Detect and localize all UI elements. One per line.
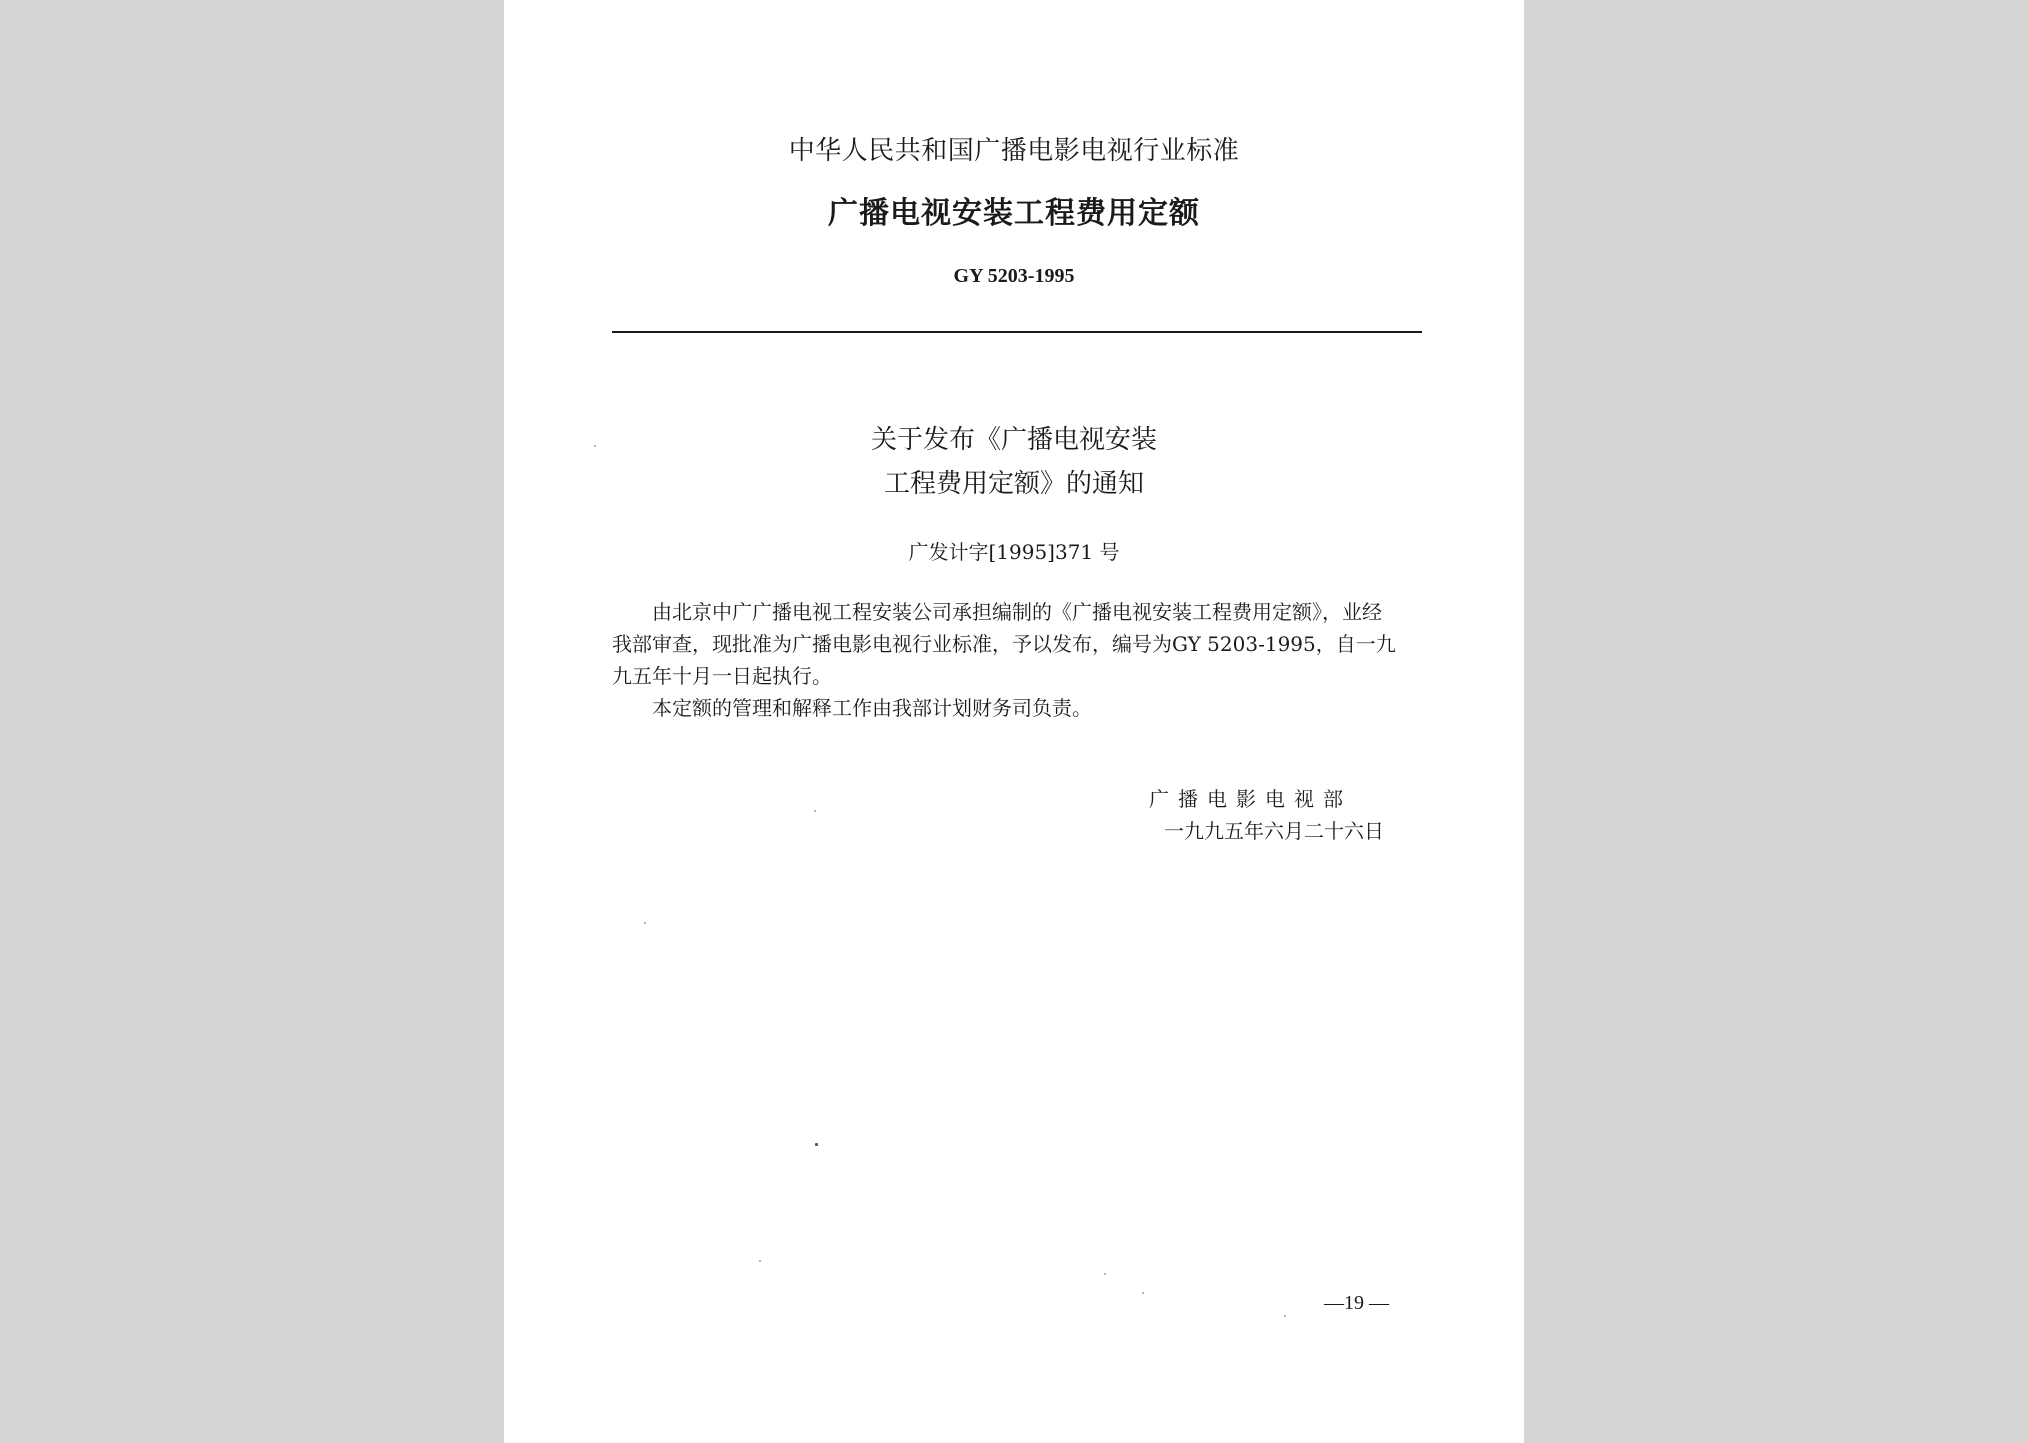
header-divider <box>612 331 1422 333</box>
scan-speck <box>594 445 596 447</box>
document-number: 广发计字[1995]371 号 <box>908 540 1120 564</box>
page-number: —19 — <box>1324 1292 1389 1314</box>
body-paragraph-1-line-3: 九五年十月一日起执行。 <box>612 664 832 688</box>
standard-title: 广播电视安装工程费用定额 <box>828 196 1200 231</box>
body-paragraph-1-line-1: 由北京中广广播电视工程安装公司承担编制的《广播电视安装工程费用定额》，业经 <box>652 600 1382 624</box>
body-paragraph-1-line-2: 我部审查，现批准为广播电影电视行业标准，予以发布，编号为GY 5203-1995，自一九 <box>612 632 1396 656</box>
issue-date: 一九九五年六月二十六日 <box>1164 819 1384 843</box>
scan-speck <box>644 922 646 924</box>
standard-code: GY 5203-1995 <box>953 265 1075 287</box>
scan-speck <box>759 1260 761 1262</box>
scan-speck <box>815 1143 818 1146</box>
notice-title-line-2: 工程费用定额》的通知 <box>883 469 1144 499</box>
scan-speck <box>1104 1273 1106 1275</box>
standard-organization: 中华人民共和国广播电影电视行业标准 <box>788 136 1240 166</box>
scan-speck <box>1142 1292 1144 1294</box>
scan-speck <box>1284 1315 1286 1317</box>
body-paragraph-2: 本定额的管理和解释工作由我部计划财务司负责。 <box>652 696 1092 720</box>
notice-title-line-1: 关于发布《广播电视安装 <box>870 425 1157 455</box>
document-page <box>504 0 1524 1443</box>
scan-speck <box>814 810 816 812</box>
issuer-name: 广播电影电视部 <box>1149 787 1352 811</box>
